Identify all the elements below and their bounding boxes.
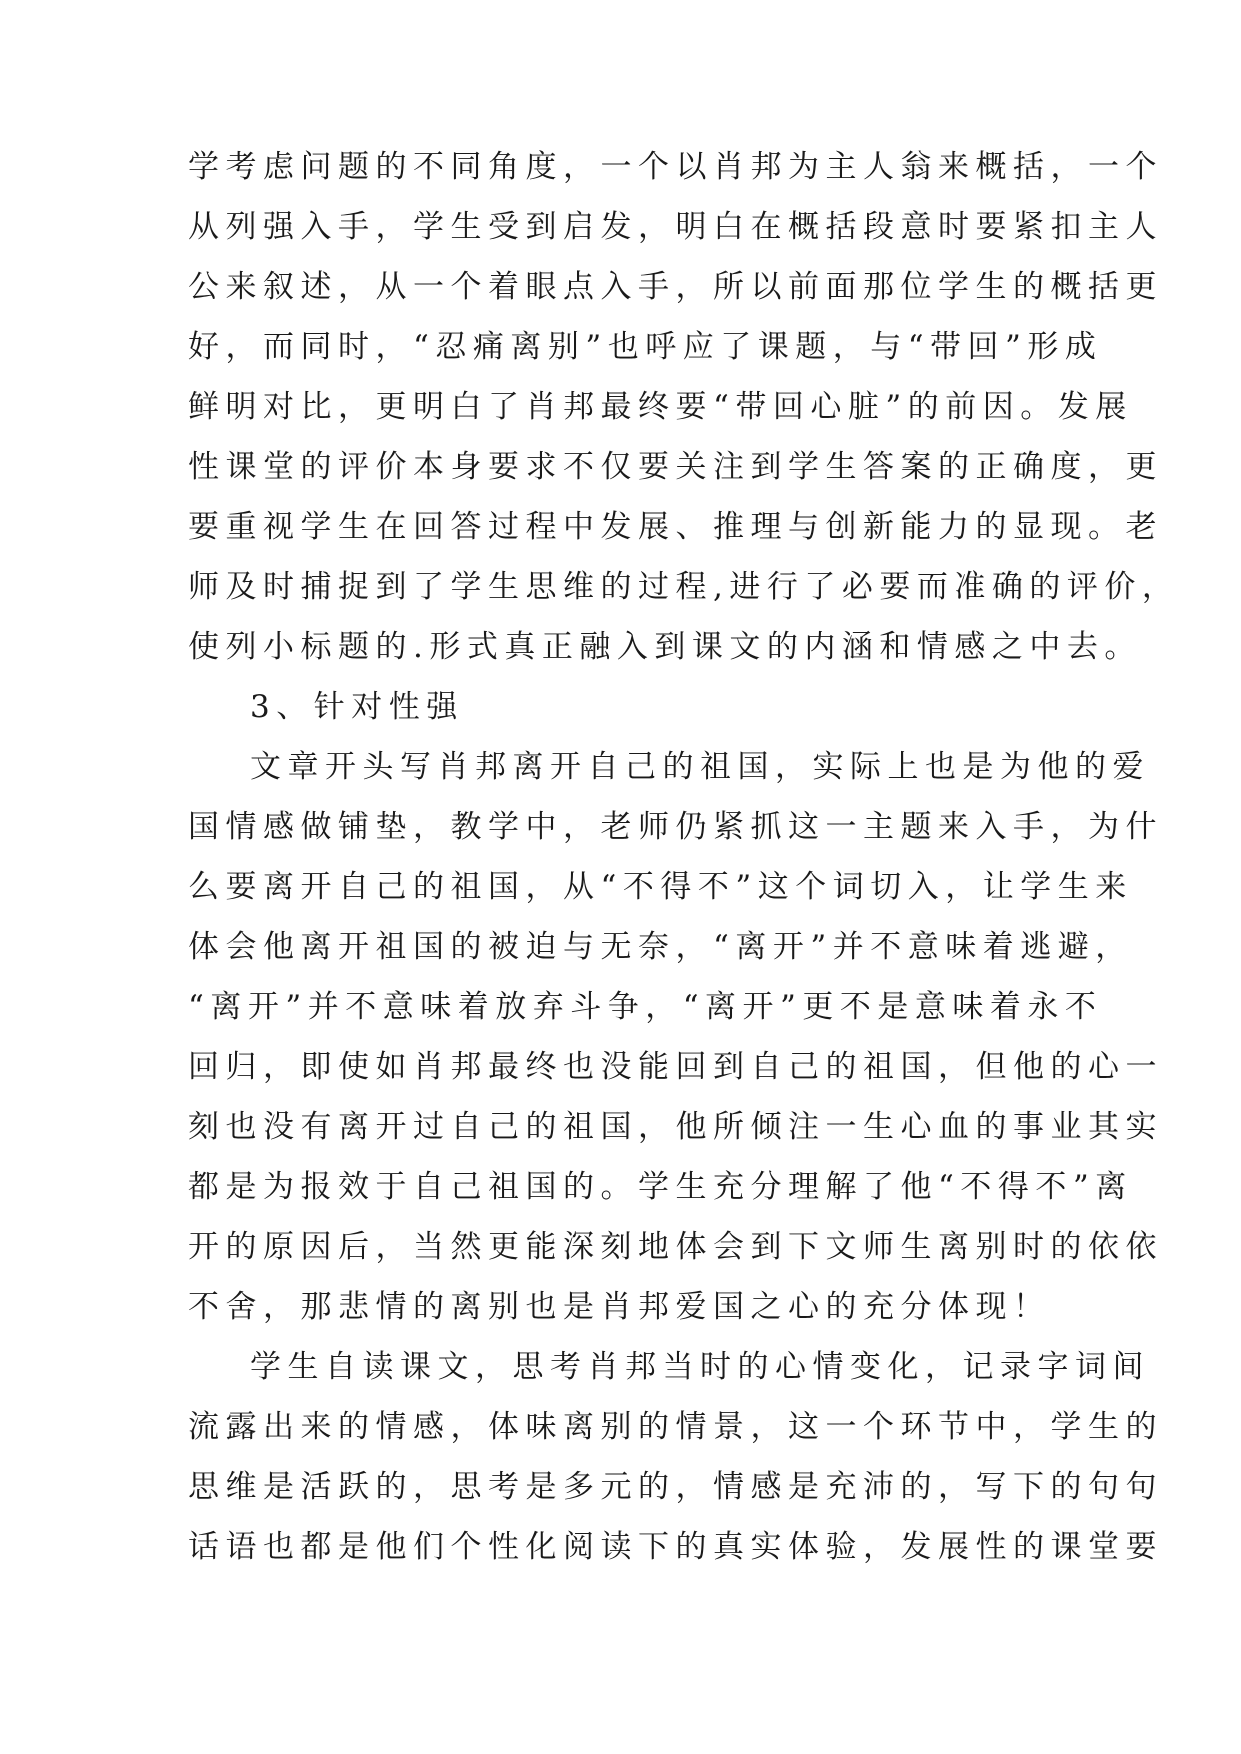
text-line: “离开”并不意味着放弃斗争，“离开”更不是意味着永不: [188, 989, 1103, 1025]
text-line: 刻也没有离开过自己的祖国，他所倾注一生心血的事业其实: [188, 1109, 1163, 1145]
text-line: 学考虑问题的不同角度，一个以肖邦为主人翁来概括，一个: [188, 149, 1163, 185]
text-line: 要重视学生在回答过程中发展、推理与创新能力的显现。老: [188, 509, 1163, 545]
text-line: 使列小标题的.形式真正融入到课文的内涵和情感之中去。: [188, 629, 1142, 665]
section-heading: 3、针对性强: [250, 689, 464, 725]
text-line: 国情感做铺垫，教学中，老师仍紧抓这一主题来入手，为什: [188, 809, 1163, 845]
text-line: 公来叙述，从一个着眼点入手，所以前面那位学生的概括更: [188, 269, 1163, 305]
text-line: 开的原因后，当然更能深刻地体会到下文师生离别时的依依: [188, 1229, 1163, 1265]
text-line: 文章开头写肖邦离开自己的祖国，实际上也是为他的爱: [250, 749, 1150, 785]
text-line: 回归，即使如肖邦最终也没能回到自己的祖国，但他的心一: [188, 1049, 1163, 1085]
text-line: 么要离开自己的祖国，从“不得不”这个词切入，让学生来: [188, 869, 1133, 905]
text-line: 性课堂的评价本身要求不仅要关注到学生答案的正确度，更: [188, 449, 1163, 485]
text-line: 学生自读课文，思考肖邦当时的心情变化，记录字词间: [250, 1349, 1150, 1385]
text-line: 从列强入手，学生受到启发，明白在概括段意时要紧扣主人: [188, 209, 1163, 245]
text-line: 鲜明对比，更明白了肖邦最终要“带回心脏”的前因。发展: [188, 389, 1133, 425]
text-line: 话语也都是他们个性化阅读下的真实体验，发展性的课堂要: [188, 1529, 1163, 1565]
text-line: 思维是活跃的，思考是多元的，情感是充沛的，写下的句句: [188, 1469, 1163, 1505]
text-line: 流露出来的情感，体味离别的情景，这一个环节中，学生的: [188, 1409, 1163, 1445]
text-line: 好，而同时，“忍痛离别”也呼应了课题，与“带回”形成: [188, 329, 1103, 365]
text-line: 不舍，那悲情的离别也是肖邦爱国之心的充分体现！: [188, 1289, 1051, 1325]
text-line: 体会他离开祖国的被迫与无奈，“离开”并不意味着逃避，: [188, 929, 1133, 965]
text-line: 都是为报效于自己祖国的。学生充分理解了他“不得不”离: [188, 1169, 1133, 1205]
text-line: 师及时捕捉到了学生思维的过程,进行了必要而准确的评价，: [188, 569, 1180, 605]
